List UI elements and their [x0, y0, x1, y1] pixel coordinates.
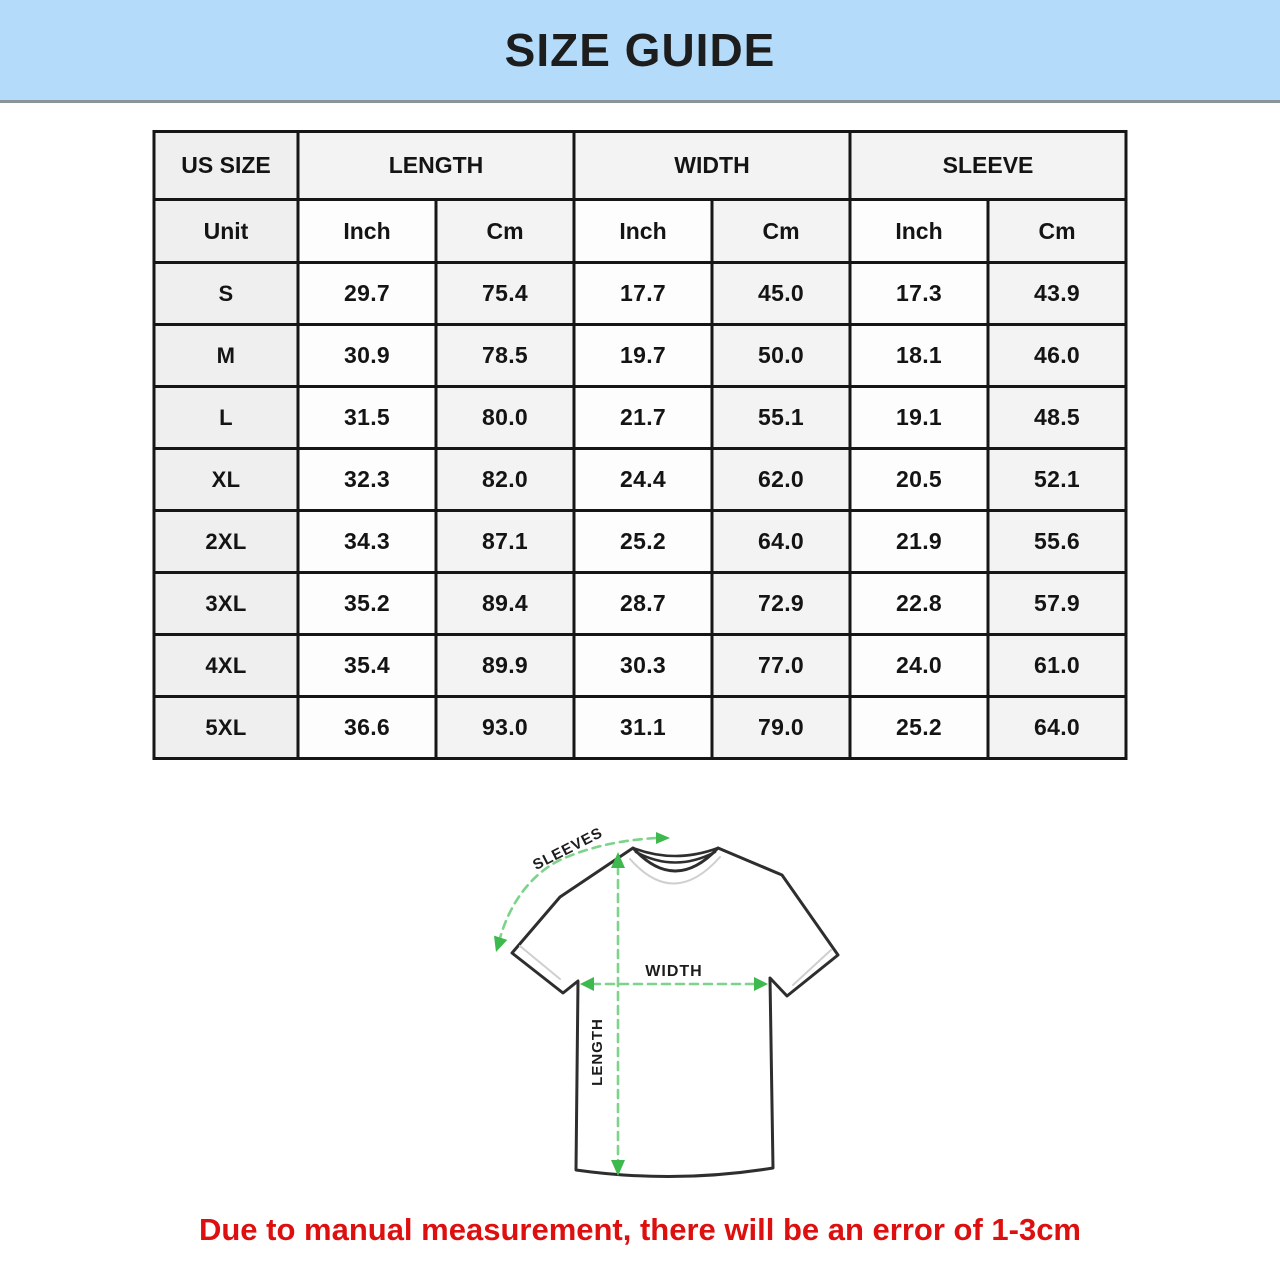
- size-table-container: [152, 130, 1127, 760]
- measurement-cell: 64.0: [712, 511, 850, 573]
- measurement-cell: 50.0: [712, 325, 850, 387]
- width-label: WIDTH: [645, 963, 703, 980]
- size-table: [152, 130, 1127, 760]
- measurement-cell: 31.1: [574, 697, 712, 759]
- size-row-m: [154, 325, 1126, 387]
- measurement-cell: 43.9: [988, 263, 1126, 325]
- unit-label-cell: Unit: [154, 200, 298, 263]
- measurement-disclaimer: Due to manual measurement, there will be an error of 1-3cm: [198, 1212, 1082, 1247]
- size-label-cell: 4XL: [154, 635, 298, 697]
- page-title: SIZE GUIDE: [504, 24, 776, 76]
- size-row-l: [154, 387, 1126, 449]
- measurement-cell: 24.0: [850, 635, 988, 697]
- measurement-cell: 17.7: [574, 263, 712, 325]
- measurement-cell: 31.5: [298, 387, 436, 449]
- size-table-head: [154, 132, 1126, 263]
- size-row-2xl: [154, 511, 1126, 573]
- unit-header-cell: Cm: [436, 200, 574, 263]
- measurement-cell: 64.0: [988, 697, 1126, 759]
- size-label-cell: S: [154, 263, 298, 325]
- size-label-cell: XL: [154, 449, 298, 511]
- measurement-cell: 55.6: [988, 511, 1126, 573]
- banner: [0, 0, 1280, 103]
- measurement-cell: 35.2: [298, 573, 436, 635]
- measurement-cell: 79.0: [712, 697, 850, 759]
- measurement-cell: 19.1: [850, 387, 988, 449]
- measurement-cell: 52.1: [988, 449, 1126, 511]
- measurement-cell: 18.1: [850, 325, 988, 387]
- measurement-cell: 34.3: [298, 511, 436, 573]
- length-label: LENGTH: [589, 1018, 606, 1086]
- unit-header-cell: Inch: [574, 200, 712, 263]
- group-header-length: LENGTH: [298, 132, 574, 200]
- measurement-cell: 75.4: [436, 263, 574, 325]
- tshirt-diagram: [450, 812, 890, 1222]
- measurement-cell: 21.9: [850, 511, 988, 573]
- size-label-cell: 3XL: [154, 573, 298, 635]
- measurement-cell: 30.3: [574, 635, 712, 697]
- measurement-cell: 62.0: [712, 449, 850, 511]
- measurement-cell: 30.9: [298, 325, 436, 387]
- measurement-cell: 89.4: [436, 573, 574, 635]
- measurement-cell: 17.3: [850, 263, 988, 325]
- group-header-sleeve: SLEEVE: [850, 132, 1126, 200]
- measurement-cell: 55.1: [712, 387, 850, 449]
- measurement-cell: 72.9: [712, 573, 850, 635]
- group-header-row: [154, 132, 1126, 200]
- tshirt-svg: [450, 812, 890, 1222]
- measurement-cell: 46.0: [988, 325, 1126, 387]
- unit-header-cell: Inch: [850, 200, 988, 263]
- size-row-xl: [154, 449, 1126, 511]
- measurement-cell: 32.3: [298, 449, 436, 511]
- unit-header-cell: Inch: [298, 200, 436, 263]
- measurement-cell: 19.7: [574, 325, 712, 387]
- measurement-cell: 24.4: [574, 449, 712, 511]
- unit-header-cell: Cm: [712, 200, 850, 263]
- measurement-cell: 61.0: [988, 635, 1126, 697]
- measurement-cell: 25.2: [574, 511, 712, 573]
- measurement-cell: 77.0: [712, 635, 850, 697]
- measurement-cell: 35.4: [298, 635, 436, 697]
- size-row-4xl: [154, 635, 1126, 697]
- measurement-cell: 57.9: [988, 573, 1126, 635]
- measurement-cell: 93.0: [436, 697, 574, 759]
- unit-header-cell: Cm: [988, 200, 1126, 263]
- measurement-cell: 20.5: [850, 449, 988, 511]
- measurement-cell: 36.6: [298, 697, 436, 759]
- measurement-cell: 28.7: [574, 573, 712, 635]
- group-header-width: WIDTH: [574, 132, 850, 200]
- measurement-cell: 89.9: [436, 635, 574, 697]
- size-label-cell: 5XL: [154, 697, 298, 759]
- size-table-body: [154, 263, 1126, 759]
- measurement-cell: 22.8: [850, 573, 988, 635]
- group-header-us-size: US SIZE: [154, 132, 298, 200]
- measurement-cell: 21.7: [574, 387, 712, 449]
- size-label-cell: L: [154, 387, 298, 449]
- size-row-5xl: [154, 697, 1126, 759]
- tshirt-outline: [512, 848, 838, 1177]
- measurement-cell: 82.0: [436, 449, 574, 511]
- measurement-cell: 29.7: [298, 263, 436, 325]
- unit-header-row: [154, 200, 1126, 263]
- measurement-cell: 45.0: [712, 263, 850, 325]
- size-row-3xl: [154, 573, 1126, 635]
- measurement-cell: 87.1: [436, 511, 574, 573]
- measurement-cell: 78.5: [436, 325, 574, 387]
- sleeves-label: SLEEVES: [530, 824, 606, 874]
- measurement-cell: 80.0: [436, 387, 574, 449]
- size-row-s: [154, 263, 1126, 325]
- measurement-cell: 48.5: [988, 387, 1126, 449]
- size-label-cell: 2XL: [154, 511, 298, 573]
- size-label-cell: M: [154, 325, 298, 387]
- measurement-cell: 25.2: [850, 697, 988, 759]
